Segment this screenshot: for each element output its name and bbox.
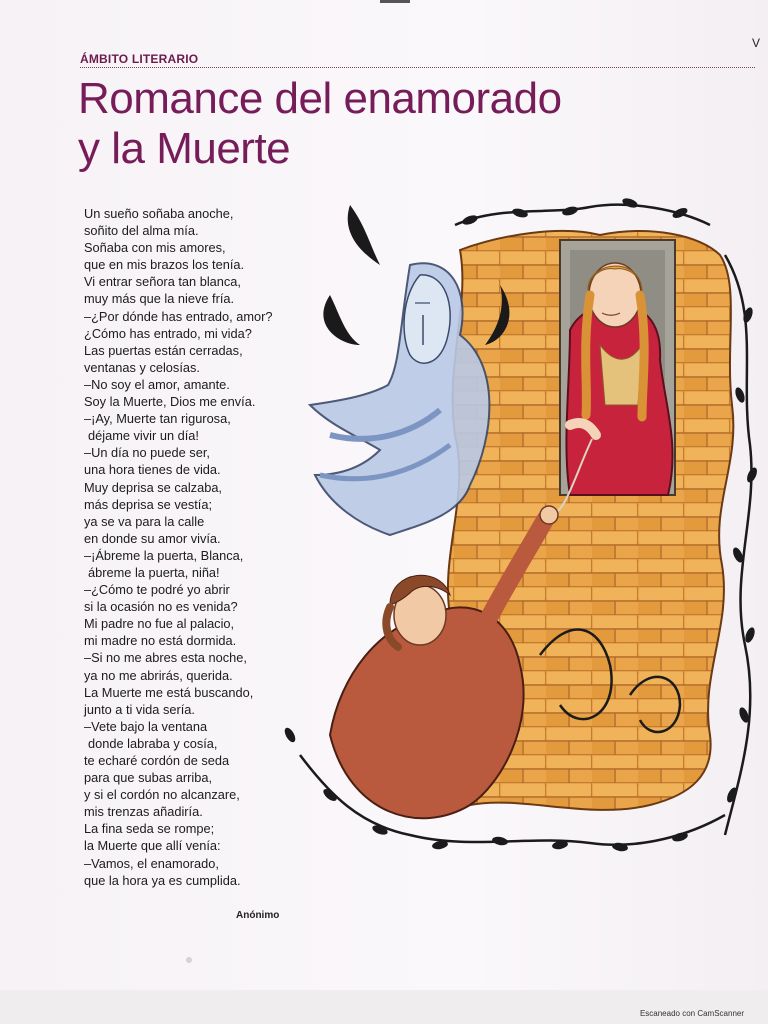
poem-author: Anónimo: [236, 910, 280, 921]
illustration-lovers-and-death: [270, 195, 760, 895]
poem-line: que en mis brazos los tenía.: [84, 257, 245, 273]
poem-line: –¿Cómo te podré yo abrir: [84, 582, 230, 598]
poem-line: ábreme la puerta, niña!: [88, 564, 220, 580]
poem-line: ya se va para la calle: [84, 513, 205, 529]
poem-line: que la hora ya es cumplida.: [84, 872, 241, 888]
poem-line: Vi entrar señora tan blanca,: [84, 274, 241, 290]
poem-line: Muy deprisa se calzaba,: [84, 479, 222, 495]
poem-line: –¿Por dónde has entrado, amor?: [84, 308, 273, 324]
scan-edge-mark: [380, 0, 410, 3]
poem-line: una hora tienes de vida.: [84, 462, 221, 478]
poem-line: déjame vivir un día!: [88, 428, 199, 444]
poem-line: para que subas arriba,: [84, 770, 213, 786]
poem-line: ya no me abrirás, querida.: [84, 667, 233, 683]
poem-line: donde labraba y cosía,: [88, 735, 218, 751]
page-title: [78, 74, 562, 174]
poem-line: la Muerte que allí venía:: [84, 838, 221, 854]
scanner-watermark: Escaneado con CamScanner: [639, 1009, 744, 1018]
poem-line: mi madre no está dormida.: [84, 633, 237, 649]
poem-line: La Muerte me está buscando,: [84, 684, 254, 700]
title-line-1: Romance del enamorado: [78, 74, 562, 123]
poem-line: La fina seda se rompe;: [84, 821, 215, 837]
poem-line: –¡Ábreme la puerta, Blanca,: [84, 547, 244, 563]
poem-line: si la ocasión no es venida?: [84, 599, 238, 615]
page-corner-mark: V: [752, 36, 761, 50]
poem-line: mis trenzas añadiría.: [84, 804, 203, 820]
section-divider: [80, 67, 755, 68]
poem-line: –Si no me abres esta noche,: [84, 650, 247, 666]
poem-line: –¡Ay, Muerte tan rigurosa,: [84, 411, 231, 427]
poem-line: más deprisa se vestía;: [84, 496, 213, 512]
poem-line: Soy la Muerte, Dios me envía.: [84, 394, 256, 410]
poem-line: soñito del alma mía.: [84, 223, 199, 239]
poem-line: junto a ti vida sería.: [84, 701, 195, 717]
poem-text: [84, 205, 299, 889]
poem-line: en donde su amor vivía.: [84, 530, 221, 546]
poem-line: –Un día no puede ser,: [84, 445, 210, 461]
poem-line: Las puertas están cerradas,: [84, 342, 243, 358]
poem-line: y si el cordón no alcanzare,: [84, 787, 240, 803]
poem-line: Mi padre no fue al palacio,: [84, 616, 235, 632]
poem-line: –Vamos, el enamorado,: [84, 855, 219, 871]
section-label: ÁMBITO LITERARIO: [80, 52, 199, 66]
poem-line: Un sueño soñaba anoche,: [84, 206, 234, 221]
poem-line: ¿Cómo has entrado, mi vida?: [84, 325, 252, 341]
poem-line: ventanas y celosías.: [84, 359, 200, 375]
poem-line: –Vete bajo la ventana: [84, 718, 208, 734]
poem-line: Soñaba con mis amores,: [84, 240, 226, 256]
title-line-2: y la Muerte: [78, 124, 291, 173]
poem-line: muy más que la nieve fría.: [84, 291, 235, 307]
paper-speck: [186, 957, 192, 963]
poem-line: –No soy el amor, amante.: [84, 376, 230, 392]
poem-line: te echaré cordón de seda: [84, 753, 230, 768]
